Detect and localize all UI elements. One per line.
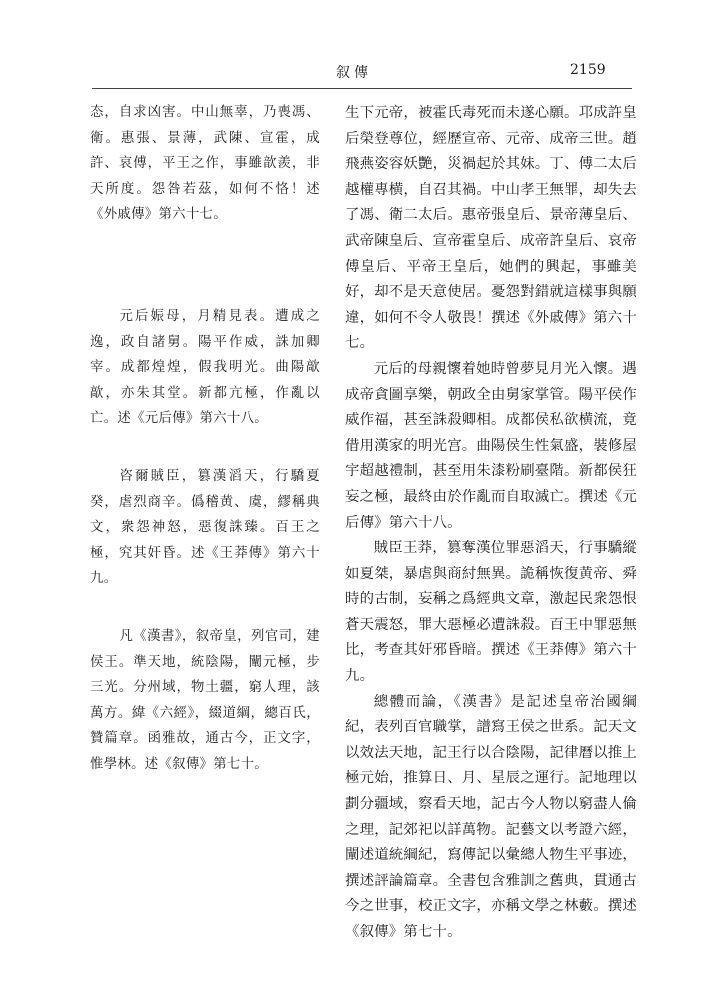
page-header — [0, 62, 716, 86]
classical-paragraph-68: 元后娠母，月精見表。遭成之逸，政自諸舅。陽平作威，誅加卿宰。成都煌煌，假我明光。曲陽歊歊，亦朱其堂。新都亢極，作亂以亡。述《元后傳》第六十八。 — [90, 308, 320, 427]
classical-paragraph-70: 凡《漢書》，叙帝皇，列官司，建侯王。準天地，統陰陽，闡元極，步三光。分州域，物土疆，窮人理，該萬方。緯《六經》，綴道綱，總百氏，贊篇章。函雅故，通古今，正文字，惟學林。述《叙傳》第七十。 — [90, 628, 320, 772]
translation-paragraph-69: 賊臣王莽，篡奪漢位罪惡滔天，行事驕縱如夏桀，暴虐與商紂無異。詭稱恢復黄帝、舜時的古制，妄稱之爲經典文章，激起民衆怨恨蒼天震怒，罪大惡極必遭誅殺。百王中罪惡無比，考查其奸邪昏暗。撰述《王莽傳》第六十九。 — [345, 540, 637, 685]
classical-paragraph-69: 咨爾賊臣，篡漢滔天，行驕夏癸，虐烈商辛。僞稽黄、虞，繆稱典文，衆怨神怒，惡復誅臻。百王之極，究其奸昏。述《王莽傳》第六十九。 — [90, 468, 320, 587]
translation-paragraph-67: 生下元帝，被霍氏毒死而未遂心願。邛成許皇后榮登尊位，經歷宣帝、元帝、成帝三世。趙飛燕姿容妖艷，災禍起於其妹。丁、傅二太后越權專横，自召其禍。中山孝王無罪，却失去了馮、衛二太后。惠帝張皇后、景帝薄皇后、武帝陳皇后、宣帝霍皇后、成帝許皇后、哀帝傅皇后、平帝王皇后，她們的興起，事雖美好，却不是天意使居。憂怨對錯就這樣事與願違，如何不令人敬畏！撰述《外戚傳》第六十七。 — [345, 105, 637, 352]
translation-column — [345, 101, 637, 946]
classical-paragraph-67: 态，自求凶害。中山無辜，乃喪馮、衛。惠張、景薄，武陳、宣霍，成許、哀傅，平王之作，事雖歆羨，非天所度。怨咎若茲，如何不恪！述《外戚傳》第六十七。 — [90, 105, 320, 223]
classical-text-column — [90, 100, 320, 777]
translation-paragraph-70: 總體而論，《漢書》是記述皇帝治國綱紀，表列百官職掌，譜寫王侯之世系。記天文以效法天地，記王行以合陰陽，記律曆以推上極元始，推算日、月、星辰之運行。記地理以劃分疆域，察看天地，記古今人物以窮盡人倫之理，記郊祀以詳萬物。記藝文以考證六經，闡述道統綱紀，寫傳記以彙總人物生平事迹，撰述評論篇章。全書包含雅訓之舊典，貫通古今之世事，校正文字，亦稱文學之林藪。撰述《叙傳》第七十。 — [345, 693, 637, 940]
page-number: 2159 — [570, 62, 606, 78]
header-rule — [92, 88, 632, 89]
running-title: 叙傳 — [336, 65, 372, 81]
translation-paragraph-68: 元后的母親懷着她時曾夢見月光入懷。遇成帝貪圖享樂，朝政全由舅家掌管。陽平侯作威作福，甚至誅殺卿相。成都侯私欲横流，竟借用漢家的明光宫。曲陽侯生性氣盛，裝修屋宇超越禮制，甚至用朱漆粉刷臺階。新都侯狂妄之極，最終由於作亂而自取滅亡。撰述《元后傳》第六十八。 — [345, 360, 637, 531]
